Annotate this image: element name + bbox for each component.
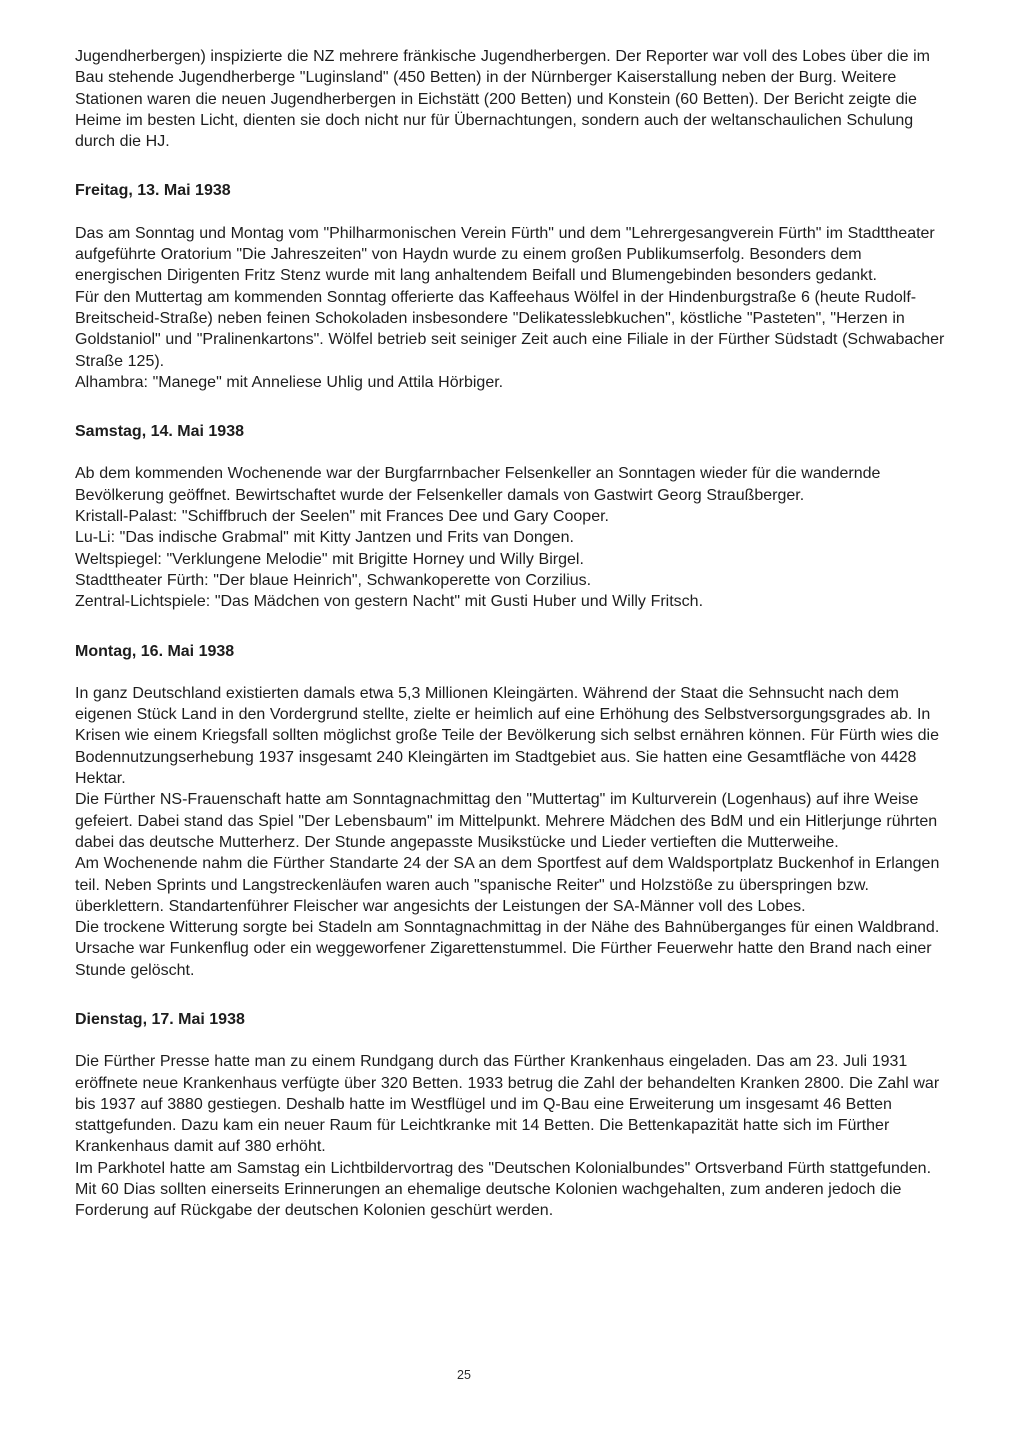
paragraph: Zentral-Lichtspiele: "Das Mädchen von gestern Nacht" mit Gusti Huber und Willy Fritsch. (75, 593, 704, 611)
heading-montag-16-mai-1938: Montag, 16. Mai 1938 (75, 642, 235, 660)
paragraph: Die Fürther Presse hatte man zu einem Rundgang durch das Fürther Krankenhaus eingeladen. Das am 23. Juli 1931 eröffnete neue Krankenhaus verfügte über 320 Betten. 1933 betrug die Zahl der behandelten Kranken 2800. Die Zahl war bis 1937 auf 3880 gestiegen. Deshalb hatte im Westflügel und im Q-Bau eine Erweiterung um insgesamt 46 Betten stattgefunden. Dazu kam ein neuer Raum für Leichtkranke mit 14 Betten. Die Bettenkapazität hatte sich im Fürther Krankenhaus damit auf 380 erhöht. (75, 1053, 940, 1156)
heading-samstag-14-mai-1938: Samstag, 14. Mai 1938 (75, 423, 244, 441)
section-dienstag-17-mai-1938 (75, 1051, 950, 1221)
section-freitag-13-mai-1938 (75, 223, 950, 393)
paragraph: Die trockene Witterung sorgte bei Stadeln am Sonntagnachmittag in der Nähe des Bahnüberganges für einen Waldbrand. Ursache war Funkenflug oder ein weggeworfener Zigarettenstummel. Die Fürther Feuerwehr hatte den Brand nach einer Stunde gelöscht. (75, 919, 940, 979)
page-number: 25 (457, 1368, 471, 1382)
paragraph: Weltspiegel: "Verklungene Melodie" mit Brigitte Horney und Willy Birgel. (75, 550, 584, 568)
paragraph: Ab dem kommenden Wochenende war der Burgfarrnbacher Felsenkeller an Sonntagen wieder für die wandernde Bevölkerung geöffnet. Bewirtschaftet wurde der Felsenkeller damals von Gastwirt Georg Straußberger. (75, 465, 881, 504)
heading-dienstag-17-mai-1938: Dienstag, 17. Mai 1938 (75, 1010, 245, 1028)
paragraph: Das am Sonntag und Montag vom "Philharmonischen Verein Fürth" und dem "Lehrergesangverein Fürth" im Stadttheater aufgeführte Oratorium "Die Jahreszeiten" von Haydn wurde zu einem großen Publikumserfolg. Besonders dem energischen Dirigenten Fritz Stenz wurde mit lang anhaltendem Beifall und Blumengebinden besonders gedankt. (75, 224, 935, 285)
heading-freitag-13-mai-1938: Freitag, 13. Mai 1938 (75, 182, 231, 200)
paragraph: Jugendherbergen) inspizierte die NZ mehrere fränkische Jugendherbergen. Der Reporter war voll des Lobes über die im Bau stehende Jugendherberge "Luginsland" (450 Betten) in der Nürnberger Kaiserstallung neben der Burg. Weitere Stationen waren die neuen Jugendherbergen in Eichstätt (200 Betten) und Konstein (60 Betten). Der Bericht zeigte die Heime im besten Licht, dienten sie doch nicht nur für Übernachtungen, sondern auch der weltanschaulichen Schulung durch die HJ. (75, 48, 931, 151)
paragraph: Die Fürther NS-Frauenschaft hatte am Sonntagnachmittag den "Muttertag" im Kulturverein (Logenhaus) auf ihre Weise gefeiert. Dabei stand das Spiel "Der Lebensbaum" im Mittelpunkt. Mehrere Mädchen des BdM und ein Hitlerjunge rührten dabei das deutsche Mutterherz. Der Stunde angepasste Musikstücke und Lieder vertieften die Mutterweihe. (75, 791, 938, 851)
paragraph: Am Wochenende nahm die Fürther Standarte 24 der SA an dem Sportfest auf dem Waldsportplatz Buckenhof in Erlangen teil. Neben Sprints und Langstreckenläufen waren auch "spanische Reiter" und Holzstöße zu überspringen bzw. überklettern. Standartenführer Fleischer war angesichts der Leistungen der SA-Männer voll des Lobes. (75, 855, 940, 915)
paragraph: Stadttheater Fürth: "Der blaue Heinrich", Schwankoperette von Corzilius. (75, 571, 592, 589)
section-samstag-14-mai-1938 (75, 463, 950, 612)
paragraph: Lu-Li: "Das indische Grabmal" mit Kitty Jantzen und Frits van Dongen. (75, 529, 574, 547)
paragraph: Für den Muttertag am kommenden Sonntag offerierte das Kaffeehaus Wölfel in der Hindenburgstraße 6 (heute Rudolf-Breitscheid-Straße) neben feinen Schokoladen insbesondere "Delikatesslebkuchen", köstliche "Pasteten", "Herzen in Goldstaniol" und "Pralinenkartons". Wölfel betrieb seit seiniger Zeit auch eine Filiale in der Fürther Südstadt (Schwabacher Straße 125). (75, 288, 945, 370)
section-montag-16-mai-1938 (75, 683, 950, 981)
paragraph: Im Parkhotel hatte am Samstag ein Lichtbildervortrag des "Deutschen Kolonialbundes" Ortsverband Fürth stattgefunden. Mit 60 Dias sollten einerseits Erinnerungen an ehemalige deutsche Kolonien wachgehalten, zum anderen jedoch die Forderung auf Rückgabe der deutschen Kolonien geschürt werden. (75, 1159, 932, 1220)
paragraph: Kristall-Palast: "Schiffbruch der Seelen" mit Frances Dee und Gary Cooper. (75, 508, 609, 526)
paragraph: Alhambra: "Manege" mit Anneliese Uhlig und Attila Hörbiger. (75, 373, 504, 391)
section-intro (75, 46, 950, 152)
paragraph: In ganz Deutschland existierten damals etwa 5,3 Millionen Kleingärten. Während der Staat die Sehnsucht nach dem eigenen Stück Land in den Vordergrund stellte, zielte er heimlich auf eine Erhöhung des Selbstversorgungsgrades ab. In Krisen wie einem Kriegsfall sollten möglichst große Teile der Bevölkerung sich selbst ernähren können. Für Fürth wies die Bodennutzungserhebung 1937 insgesamt 240 Kleingärten im Stadtgebiet aus. Sie hatten eine Gesamtfläche von 4428 Hektar. (75, 684, 939, 788)
